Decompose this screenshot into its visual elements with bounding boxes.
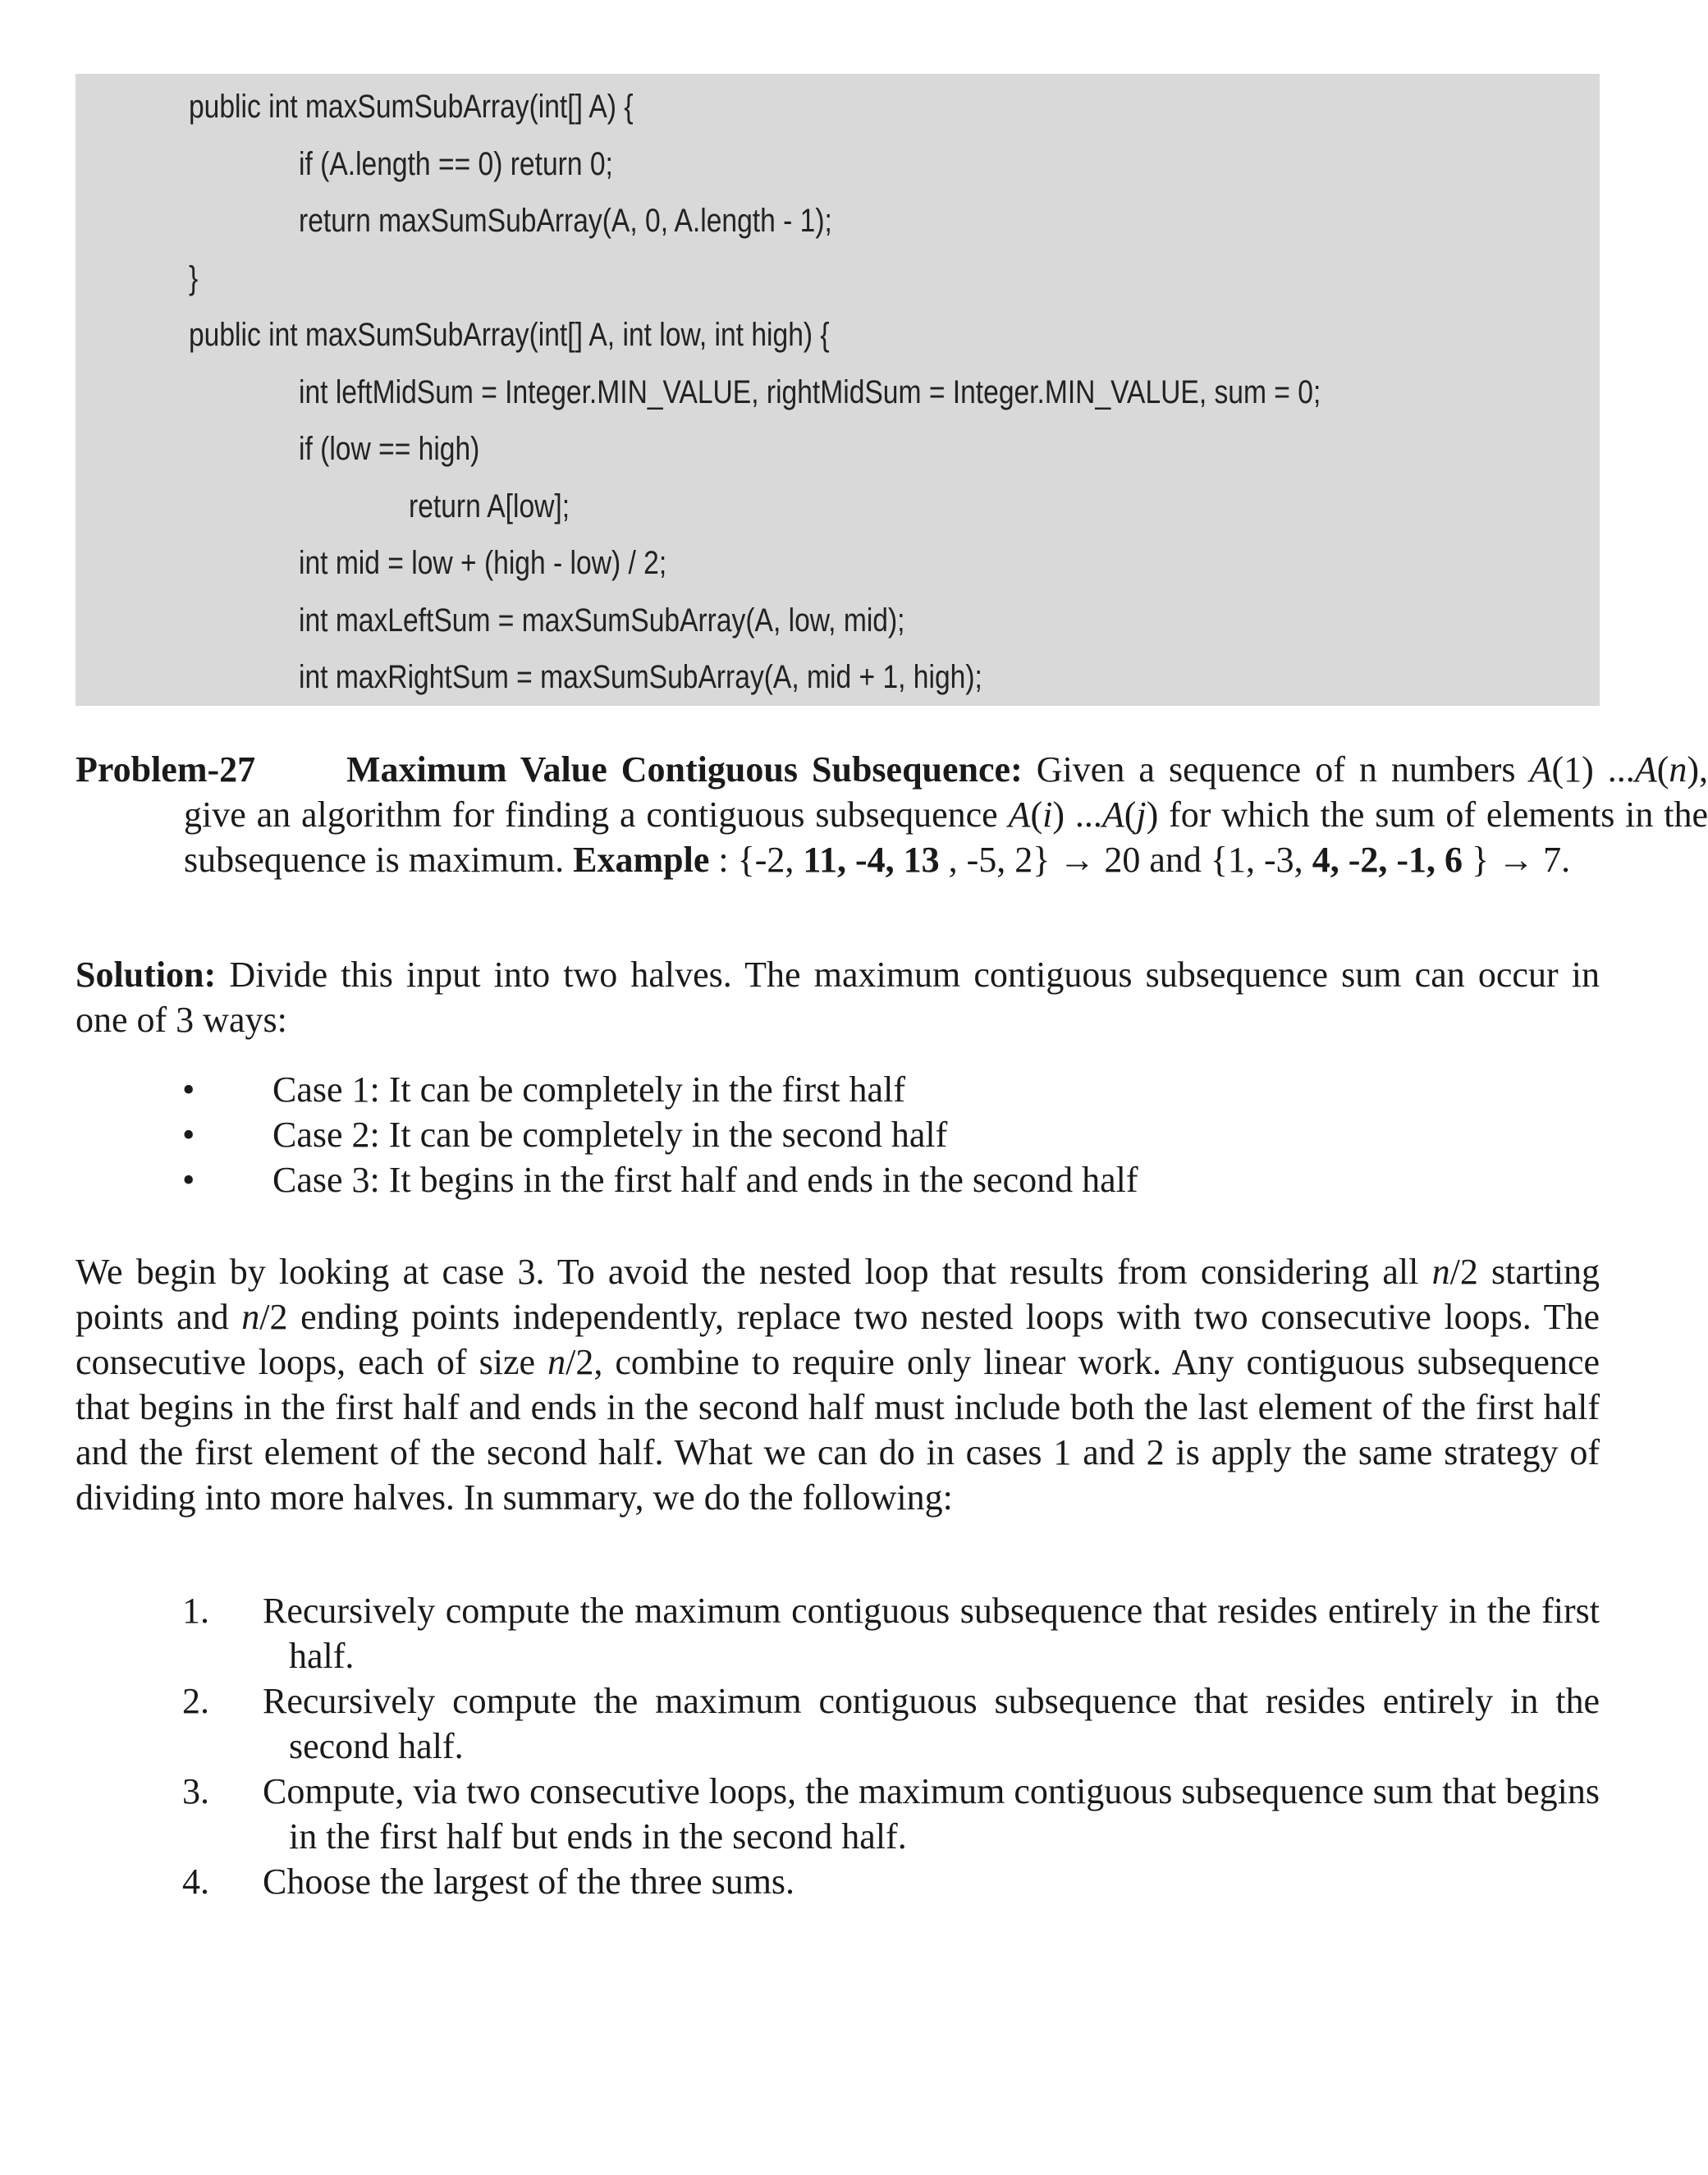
problem-statement: Problem-27 Maximum Value Contiguous Subsequence: Given a sequence of n numbers A(1) ...A(n), give an algorithm for finding a contiguous subsequence A(i) ...A(j) for which the sum of elements in the subsequence is maximum. Example : {-2, 11, -4, 13 , -5, 2} → 20 and {1, -3, 4, -2, -1, 6 } → 7.	[76, 747, 1708, 882]
step-number: 2.	[182, 1681, 209, 1721]
step-number: 1.	[182, 1591, 209, 1631]
code-line: public int maxSumSubArray(int[] A) {	[189, 89, 634, 125]
code-line: int leftMidSum = Integer.MIN_VALUE, rightMidSum = Integer.MIN_VALUE, sum = 0;	[299, 373, 1321, 410]
solution-label: Solution:	[76, 955, 217, 995]
list-item: • Case 1: It can be completely in the first half	[76, 1067, 1600, 1112]
step-number: 4.	[182, 1861, 209, 1902]
explanation-paragraph: We begin by looking at case 3. To avoid the nested loop that results from considering all n/2 starting points and n/2 ending points independently, replace two nested loops with two consecutive loops. The consecutive loops, each of size n/2, combine to require only linear work. Any contiguous subsequence that begins in the first half and ends in the second half must include both the last element of the first half and the first element of the second half. What we can do in cases 1 and 2 is apply the same strategy of dividing into more halves. In summary, we do the following:	[76, 1252, 1600, 1518]
steps-list	[76, 1588, 1600, 1904]
bullet-icon: •	[182, 1160, 195, 1200]
code-line: }	[189, 259, 199, 296]
list-item: 3. Compute, via two consecutive loops, the maximum contiguous subsequence sum that begins in the first half but ends in the second half.	[76, 1769, 1600, 1859]
list-item: • Case 2: It can be completely in the second half	[76, 1112, 1600, 1157]
problem-title: Maximum Value Contiguous Subsequence:	[346, 749, 1023, 790]
bullet-icon: •	[182, 1069, 195, 1110]
solution-intro: Solution: Divide this input into two halves. The maximum contiguous subsequence sum can occur in one of 3 ways:	[76, 955, 1600, 1040]
example-label: Example	[573, 840, 710, 880]
code-line: int mid = low + (high - low) / 2;	[299, 545, 667, 581]
bullet-icon: •	[182, 1115, 195, 1155]
code-line: int maxLeftSum = maxSumSubArray(A, low, mid);	[299, 602, 905, 639]
code-line: int maxRightSum = maxSumSubArray(A, mid + 1, high);	[299, 659, 982, 695]
list-item: • Case 3: It begins in the first half and ends in the second half	[76, 1157, 1600, 1202]
case-list	[76, 1067, 1600, 1202]
code-line: if (A.length == 0) return 0;	[299, 145, 613, 182]
code-line: return A[low];	[409, 488, 570, 524]
code-block	[76, 74, 1600, 706]
list-item: 4. Choose the largest of the three sums.	[76, 1859, 1600, 1904]
code-line: public int maxSumSubArray(int[] A, int low, int high) {	[189, 317, 830, 353]
code-line: if (low == high)	[299, 431, 480, 467]
step-number: 3.	[182, 1771, 209, 1811]
problem-number: Problem-27	[76, 749, 256, 790]
code-line: return maxSumSubArray(A, 0, A.length - 1);	[299, 203, 832, 239]
list-item: 1. Recursively compute the maximum contiguous subsequence that resides entirely in the first half.	[76, 1588, 1600, 1678]
list-item: 2. Recursively compute the maximum contiguous subsequence that resides entirely in the second half.	[76, 1678, 1600, 1769]
